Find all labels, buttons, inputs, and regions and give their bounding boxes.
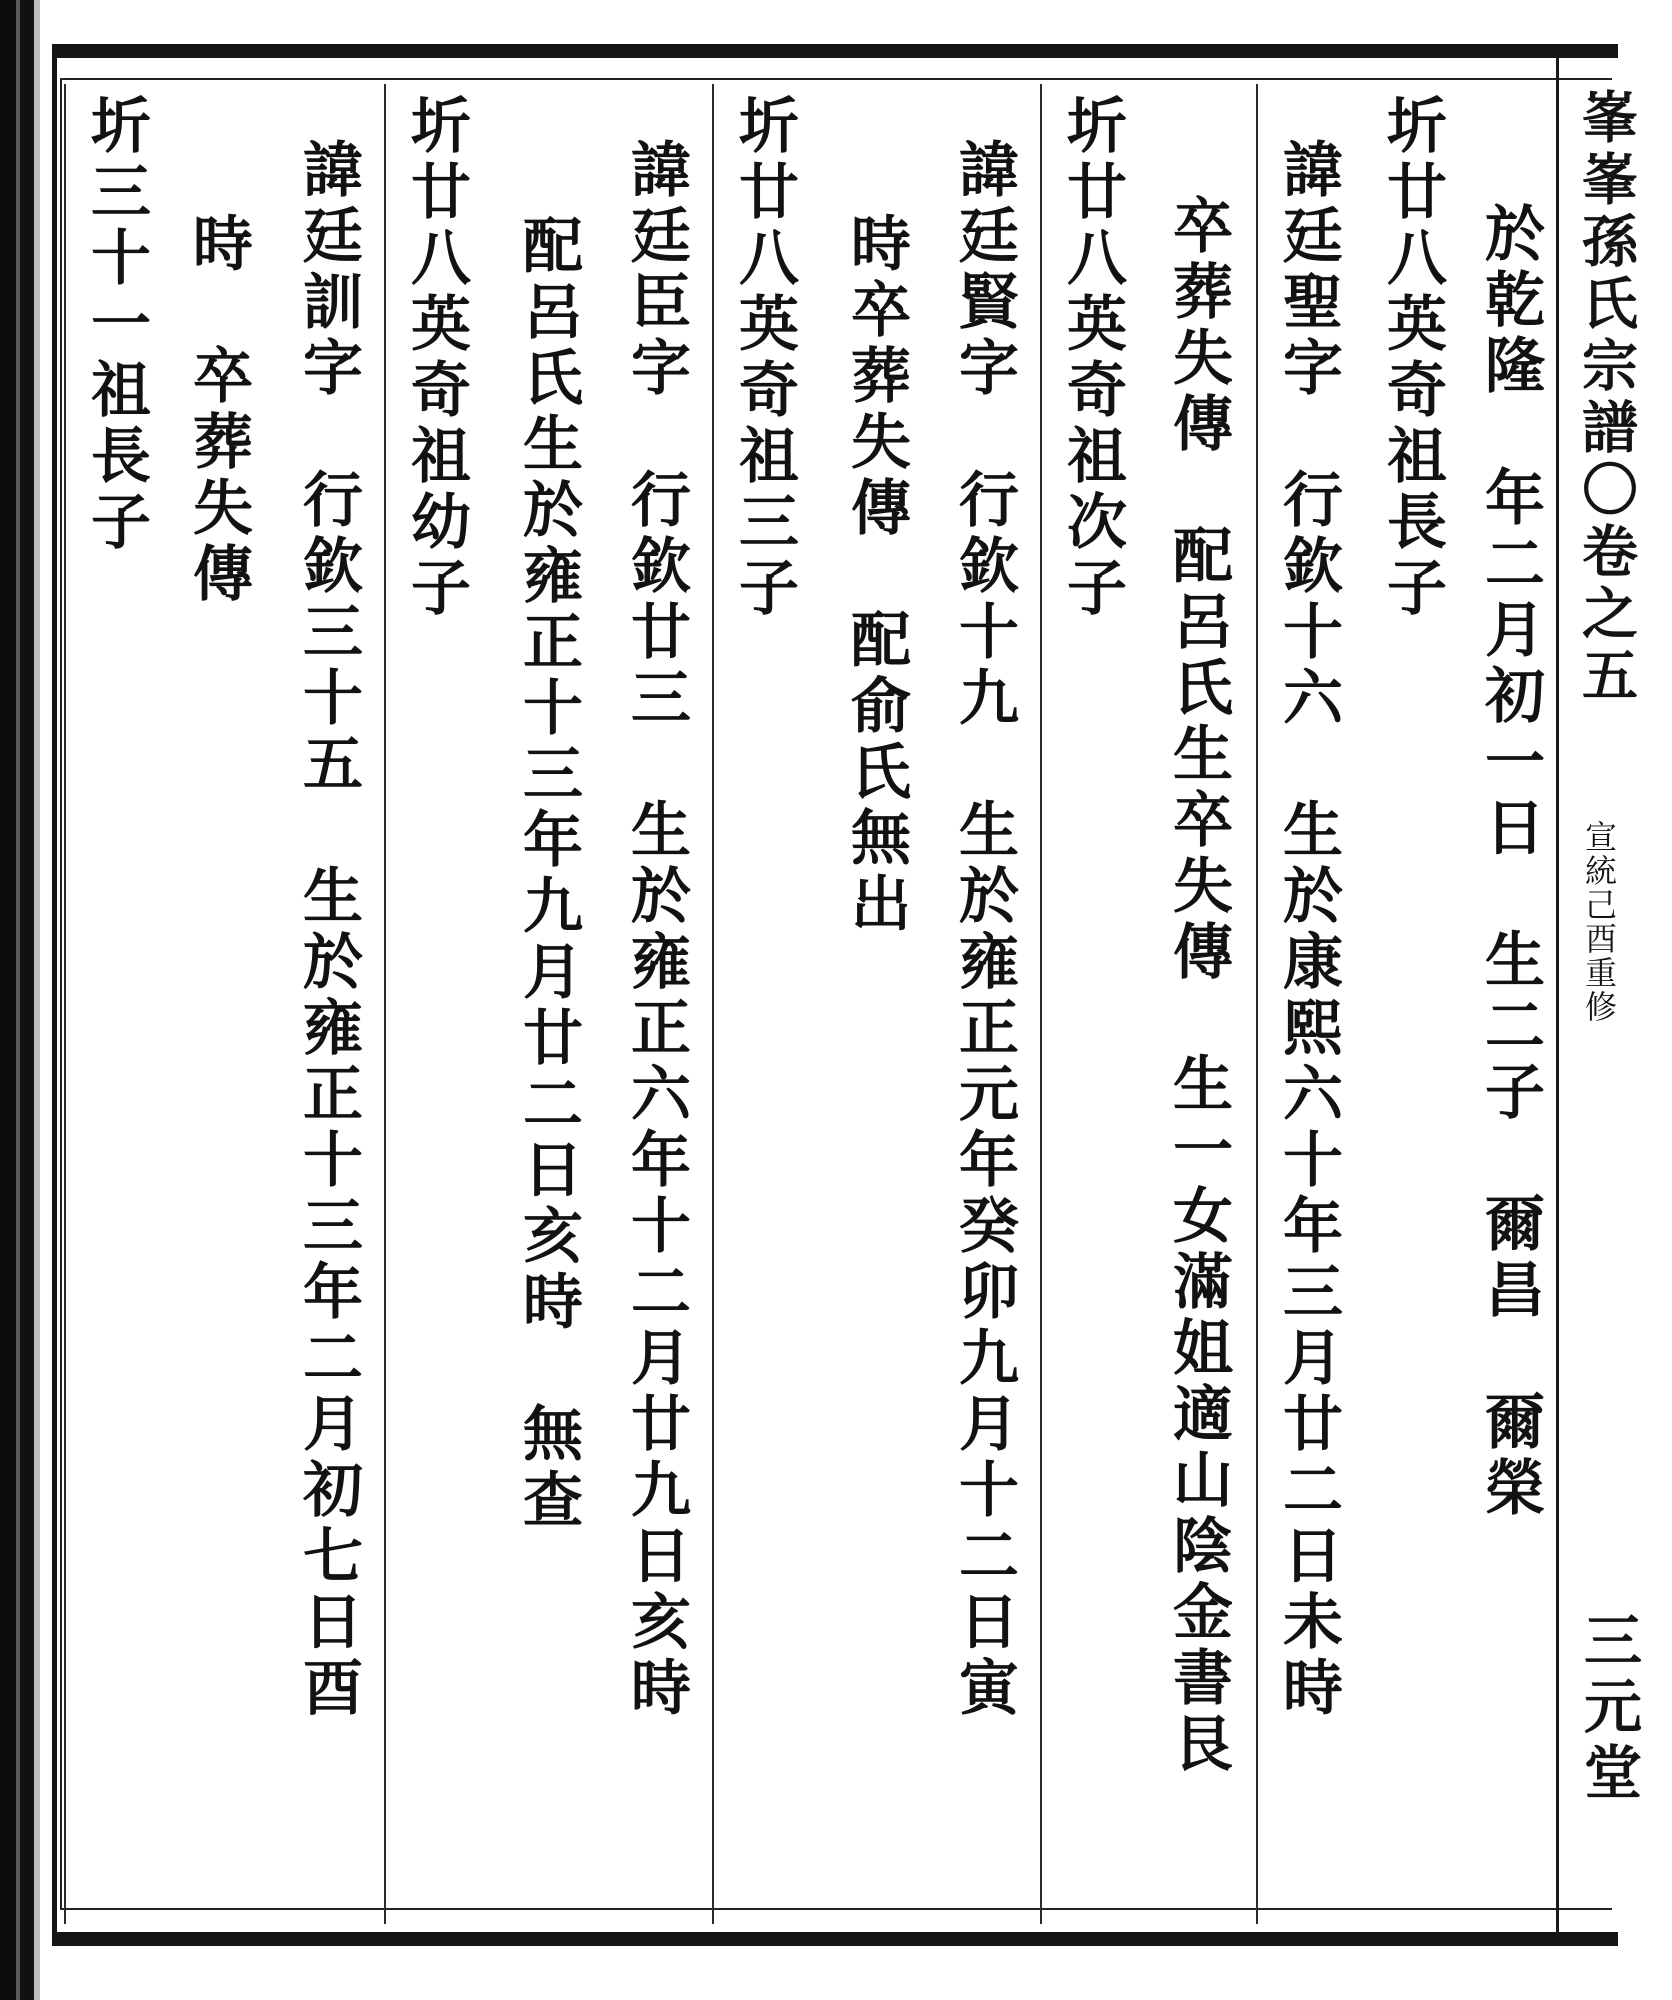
text-column-5 — [1040, 84, 1132, 1924]
text-column-9 — [604, 84, 696, 1924]
text-column-3 — [1256, 84, 1348, 1924]
volume-label: 〇卷之五 — [1573, 460, 1639, 708]
text-line: 諱廷訓字 行欽三十五 生於雍正十三年二月初七日酉 — [293, 138, 363, 1722]
text-line: 於乾隆 年二月初一日 生二子 爾昌 爾榮 — [1475, 202, 1545, 1522]
text-column-13 — [166, 84, 258, 1924]
text-column-12 — [276, 84, 368, 1924]
hall-name: 三元堂 — [1574, 1610, 1642, 1808]
text-line: 卒葬失傳 配呂氏生卒失傳 生一女滿姐適山陰金書艮 — [1163, 194, 1233, 1778]
text-column-7 — [824, 84, 916, 1924]
text-line: 圻廿八英奇祖次子 — [1057, 94, 1127, 622]
text-line: 諱廷賢字 行欽十九 生於雍正元年癸卯九月十二日寅 — [949, 138, 1019, 1722]
text-line: 圻廿八英奇祖幼子 — [401, 94, 471, 622]
text-line: 時 卒葬失傳 — [183, 212, 253, 608]
text-line: 配呂氏生於雍正十三年九月廿二日亥時 無查 — [513, 214, 583, 1534]
text-column-11 — [384, 84, 476, 1924]
text-line: 時卒葬失傳 配俞氏無出 — [841, 212, 911, 938]
text-column-14 — [64, 84, 156, 1924]
text-column-2 — [1360, 84, 1452, 1924]
text-line: 諱廷聖字 行欽十六 生於康熙六十年三月廿二日未時 — [1273, 138, 1343, 1722]
text-line: 圻廿八英奇祖長子 — [1377, 94, 1447, 622]
text-column-8 — [712, 84, 804, 1924]
text-line: 圻三十一祖長子 — [81, 94, 151, 556]
text-column-6 — [932, 84, 1024, 1924]
book-title: 峯峯孫氏宗譜〇卷之五 — [1573, 88, 1639, 708]
text-column-4 — [1146, 84, 1238, 1924]
edition-note: 宣統己酉重修 — [1580, 820, 1618, 1024]
text-line: 圻廿八英奇祖三子 — [729, 94, 799, 622]
binding-strip — [0, 0, 40, 2000]
text-column-1 — [1458, 84, 1550, 1924]
text-column-10 — [496, 84, 588, 1924]
text-line: 諱廷臣字 行欽廿三 生於雍正六年十二月廿九日亥時 — [621, 138, 691, 1722]
